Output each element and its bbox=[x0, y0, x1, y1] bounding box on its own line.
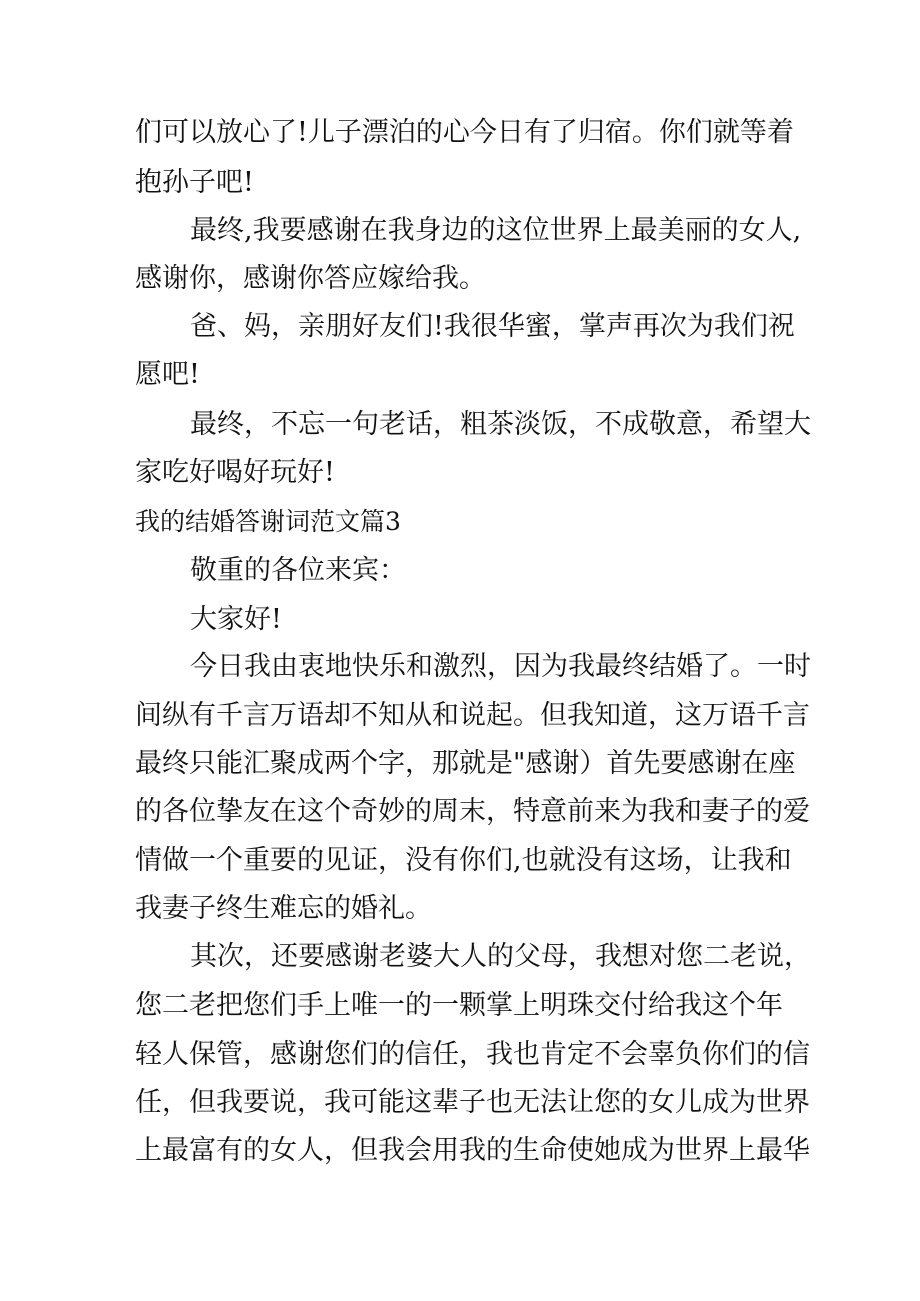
text-line: 我妻子终生难忘的婚礼。 bbox=[135, 893, 432, 924]
text-line: 家吃好喝好玩好! bbox=[135, 457, 335, 488]
text-line: 间纵有千言万语却不知从和说起。但我知道，这万语千言 bbox=[135, 700, 810, 731]
text-line: 愿吧! bbox=[135, 359, 200, 390]
text-line: 情做一个重要的见证，没有你们,也就没有这场，让我和 bbox=[135, 845, 792, 876]
text-line: 轻人保管，感谢您们的信任，我也肯定不会辜负你们的信 bbox=[135, 1039, 810, 1070]
text-line: 感谢你，感谢你答应嫁给我。 bbox=[135, 263, 486, 294]
text-line: 们可以放心了!儿子漂泊的心今日有了归宿。你们就等着 bbox=[135, 117, 794, 148]
text-line: 最终，不忘一句老话，粗茶淡饭，不成敬意，希望大 bbox=[190, 409, 811, 440]
text-line: 最终只能汇聚成两个字，那就是"感谢）首先要感谢在座 bbox=[135, 748, 796, 779]
text-line: 其次，还要感谢老婆大人的父母，我想对您二老说， bbox=[190, 941, 811, 972]
text-line: 的各位挚友在这个奇妙的周末，特意前来为我和妻子的爱 bbox=[135, 796, 810, 827]
text-line: 最终,我要感谢在我身边的这位世界上最美丽的女人, bbox=[190, 215, 802, 246]
section-heading: 我的结婚答谢词范文篇3 bbox=[135, 507, 401, 536]
text-line: 上最富有的女人，但我会用我的生命使她成为世界上最华 bbox=[135, 1135, 810, 1166]
text-line: 抱孙子吧! bbox=[135, 167, 254, 198]
text-line: 今日我由衷地快乐和激烈，因为我最终结婚了。一时 bbox=[190, 651, 811, 682]
greeting: 大家好! bbox=[190, 604, 282, 635]
text-line: 您二老把您们手上唯一的一颗掌上明珠交付给我这个年 bbox=[135, 990, 783, 1021]
text-line: 任，但我要说，我可能这辈子也无法让您的女儿成为世界 bbox=[135, 1087, 810, 1118]
salutation: 敬重的各位来宾： bbox=[190, 555, 406, 586]
text-line: 爸、妈，亲朋好友们!我很华蜜，掌声再次为我们祝 bbox=[190, 311, 795, 342]
